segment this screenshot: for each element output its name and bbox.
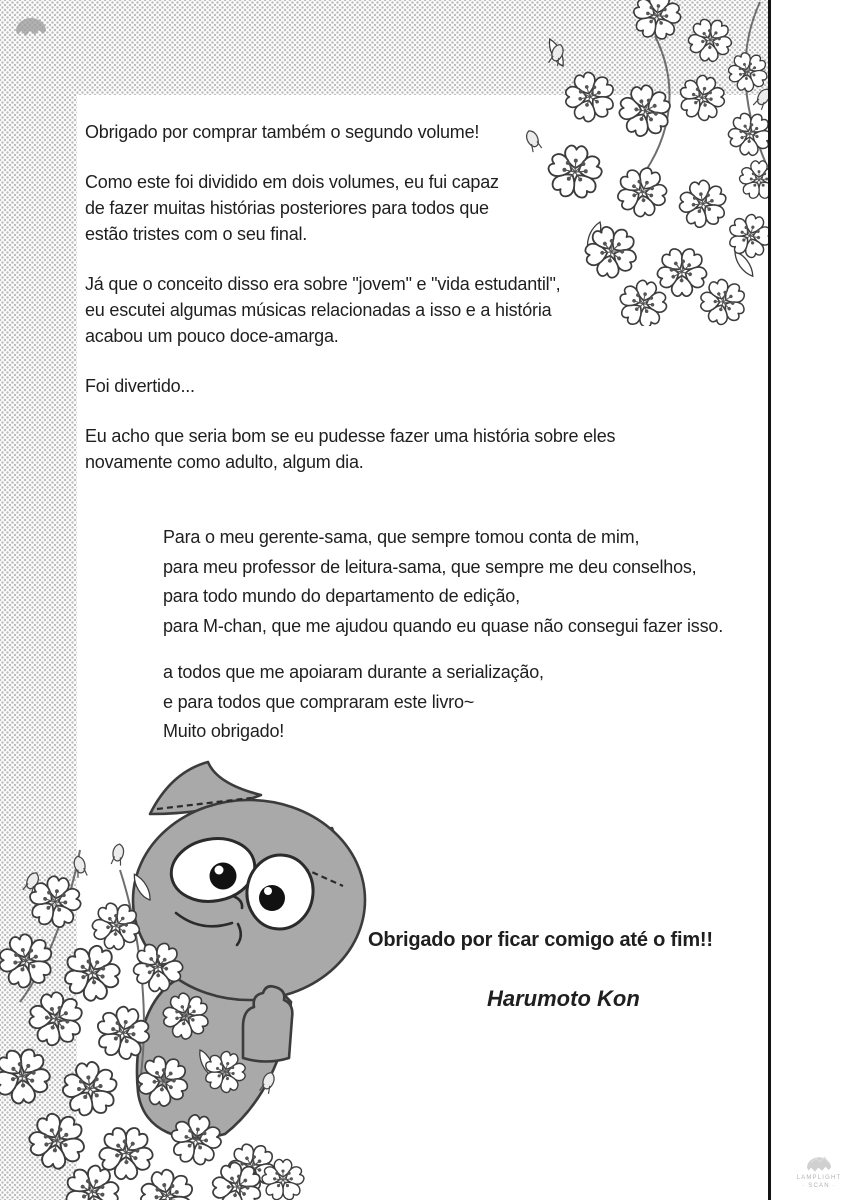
text-line: Eu acho que seria bom se eu pudesse fazer uma história sobre eles: [85, 426, 616, 446]
text-line: e para todos que compraram este livro~: [163, 691, 475, 712]
panel-border-line: [768, 0, 771, 1200]
afterword-paragraph: [85, 423, 705, 475]
afterword-paragraph: [85, 271, 705, 349]
text-line: Obrigado por comprar também o segundo volume!: [85, 122, 480, 142]
text-line: novamente como adulto, algum dia.: [85, 452, 364, 472]
acknowledgement-paragraph: [163, 658, 775, 747]
acknowledgement-paragraph: [163, 523, 775, 641]
sakura-cluster-bottom-left: [0, 840, 340, 1200]
text-line: eu escutei algumas músicas relacionadas a isso e a história: [85, 300, 552, 320]
text-line: Como este foi dividido em dois volumes, eu fui capaz: [85, 172, 499, 192]
scan-group-name: LAMPLIGHT: [796, 1175, 842, 1181]
scan-group-subtitle: · SCAN ·: [802, 1183, 836, 1189]
text-line: acabou um pouco doce-amarga.: [85, 326, 339, 346]
afterword-paragraph: [85, 119, 705, 145]
scan-group-logo-icon: [799, 1150, 839, 1174]
text-line: a todos que me apoiaram durante a serialização,: [163, 662, 544, 682]
text-line: Para o meu gerente-sama, que sempre tomou conta de mim,: [163, 527, 640, 547]
text-line: para meu professor de leitura-sama, que sempre me deu conselhos,: [163, 556, 697, 577]
scan-group-logo-top-left: [13, 9, 49, 39]
text-line: Muito obrigado!: [163, 721, 285, 741]
closing-message: Obrigado por ficar comigo até o fim!!: [368, 929, 713, 951]
text-line: de fazer muitas histórias posteriores para todos que: [85, 198, 489, 218]
afterword-paragraph: [85, 373, 705, 399]
text-line: estão tristes com o seu final.: [85, 224, 308, 244]
text-line: para M-chan, que me ajudou quando eu quase não consegui fazer isso.: [163, 615, 723, 636]
text-line: Foi divertido...: [85, 376, 195, 396]
scan-group-watermark: [794, 1150, 844, 1190]
afterword-text: [85, 119, 705, 499]
afterword-paragraph: [85, 169, 705, 247]
text-line: Já que o conceito disso era sobre "jovem" e "vida estudantil",: [85, 274, 561, 294]
author-signature: Harumoto Kon: [487, 986, 640, 1011]
text-line: para todo mundo do departamento de edição,: [163, 586, 520, 606]
acknowledgements-text: [163, 523, 775, 764]
